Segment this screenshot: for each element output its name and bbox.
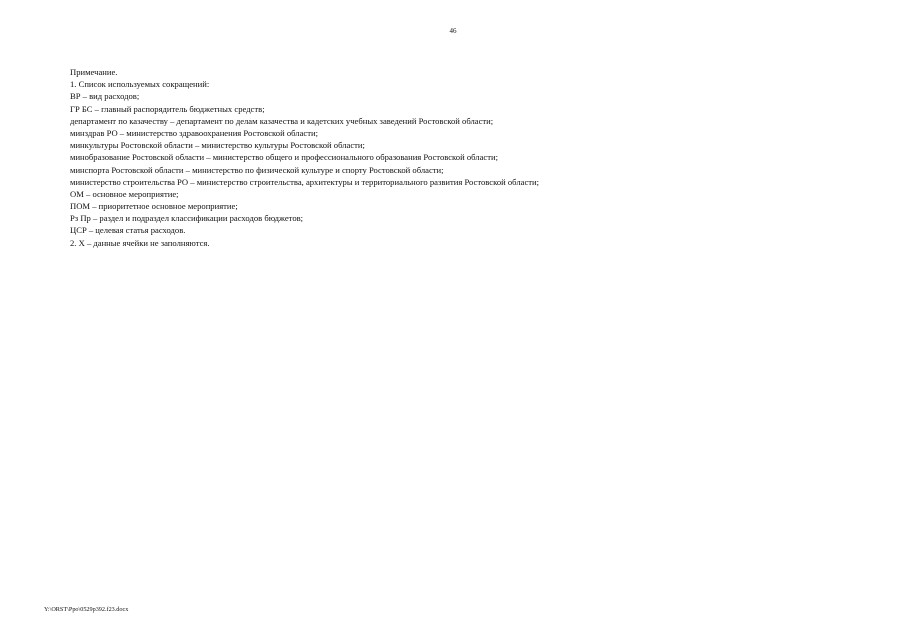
note-line: минспорта Ростовской области – министерство по физической культуре и спорту Ростовской области; <box>70 164 444 175</box>
file-path-footer: Y:\ORST\Ppo\0529p392.f23.docx <box>44 606 129 613</box>
abbreviations-note <box>70 66 830 249</box>
note-line: департамент по казачеству – департамент по делам казачества и кадетских учебных заведений Ростовской области; <box>70 115 494 126</box>
note-line: Рз Пр – раздел и подраздел классификации расходов бюджетов; <box>70 213 304 224</box>
note-line: министерство строительства РО – министерство строительства, архитектуры и территориального развития Ростовской области; <box>70 176 539 187</box>
note-line: ВР – вид расходов; <box>70 91 140 102</box>
note-line: минздрав РО – министерство здравоохранения Ростовской области; <box>70 127 318 138</box>
note-heading: Примечание. <box>70 67 118 77</box>
note-line: ГР БС – главный распорядитель бюджетных средств; <box>70 103 265 114</box>
note-line: 1. Список используемых сокращений: <box>70 79 210 90</box>
note-line: 2. Х – данные ячейки не заполняются. <box>70 237 210 248</box>
page-number: 46 <box>449 27 457 35</box>
note-line: минкультуры Ростовской области – министерство культуры Ростовской области; <box>70 140 365 151</box>
note-line: ОМ – основное мероприятие; <box>70 188 179 199</box>
note-line: ЦСР – целевая статья расходов. <box>70 225 186 236</box>
note-line: минобразование Ростовской области – министерство общего и профессионального образования Ростовской области; <box>70 152 498 163</box>
note-line: ПОМ – приоритетное основное мероприятие; <box>70 201 238 212</box>
